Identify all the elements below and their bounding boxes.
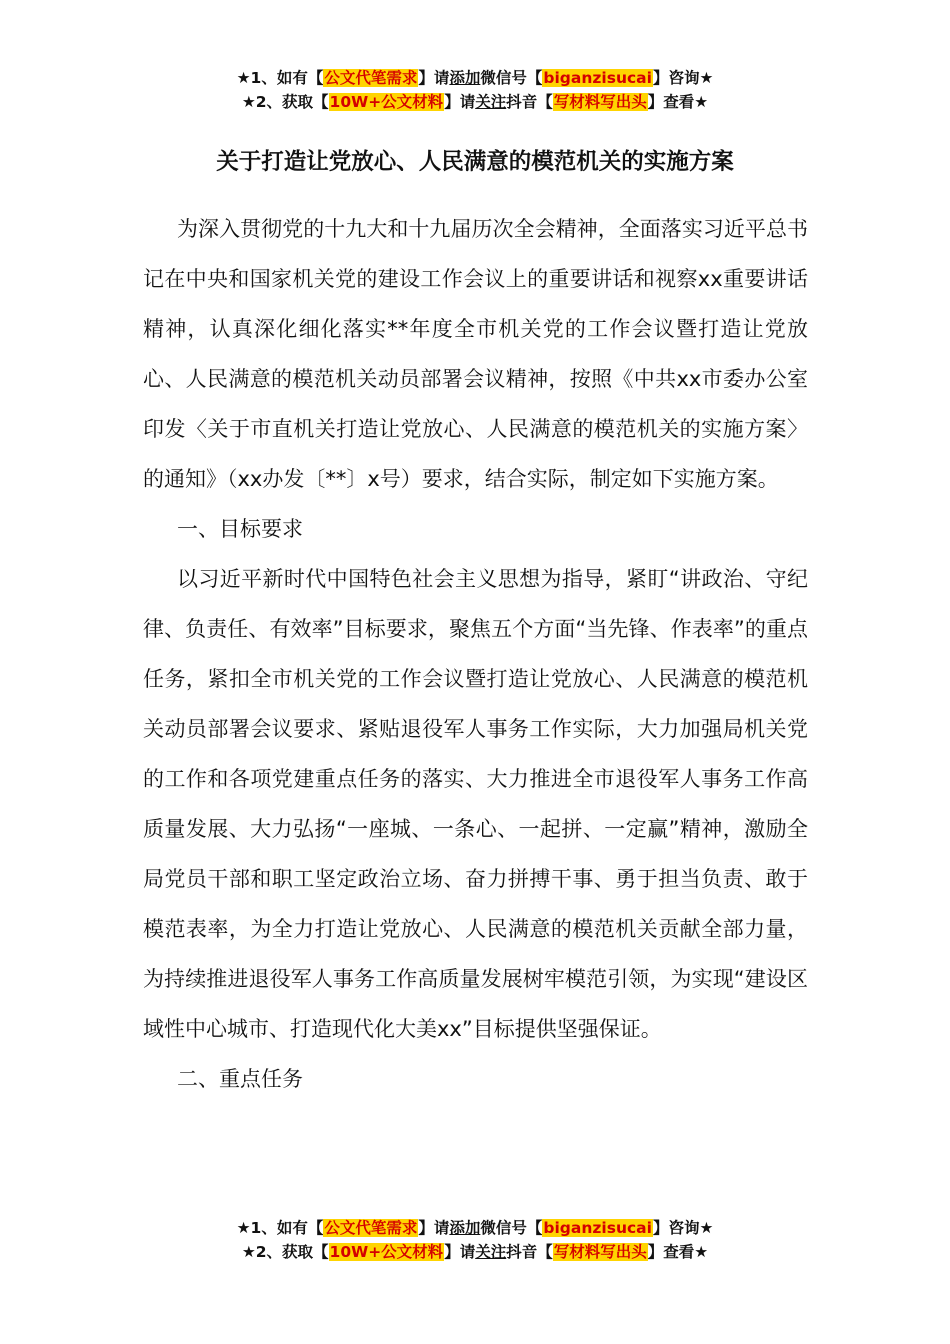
promo-highlight: 公文代笔需求 bbox=[324, 69, 418, 87]
promo-underline: 关注 bbox=[475, 93, 507, 111]
document-title: 关于打造让党放心、人民满意的模范机关的实施方案 bbox=[216, 149, 734, 175]
promo-text: ★2、获取【 bbox=[241, 1243, 329, 1261]
promo-text: 】请 bbox=[444, 1243, 476, 1261]
promo-highlight: 写材料写出头 bbox=[553, 93, 647, 111]
promo-text: 】请 bbox=[418, 1219, 450, 1237]
promo-text: ★2、获取【 bbox=[241, 93, 329, 111]
promo-underline: 关注 bbox=[475, 1243, 507, 1261]
promo-line-2 bbox=[0, 90, 950, 114]
paragraph-intro: 为深入贯彻党的十九大和十九届历次全会精神，全面落实习近平总书记在中央和国家机关党的建设工作会议上的重要讲话和视察xx重要讲话精神，认真深化细化落实**年度全市机关党的工作会议暨打造让党放心、人民满意的模范机关动员部署会议精神，按照《中共xx市委办公室印发〈关于市直机关打造让党放心、人民满意的模范机关的实施方案〉的通知》（xx办发〔**〕x号）要求，结合实际，制定如下实施方案。 bbox=[143, 217, 808, 491]
promo-banner-top bbox=[0, 66, 950, 114]
promo-highlight: biganzisucai bbox=[543, 1219, 652, 1237]
promo-text: 微信号【 bbox=[480, 1219, 543, 1237]
promo-text: 抖音【 bbox=[506, 1243, 553, 1261]
promo-highlight: 10W+公文材料 bbox=[329, 93, 444, 111]
section-heading-1: 一、目标要求 bbox=[177, 517, 303, 541]
promo-highlight: 10W+公文材料 bbox=[329, 1243, 444, 1261]
promo-line-1 bbox=[0, 66, 950, 90]
promo-text: 微信号【 bbox=[480, 69, 543, 87]
promo-line-1 bbox=[0, 1216, 950, 1240]
document-body bbox=[143, 204, 808, 1104]
promo-line-2 bbox=[0, 1240, 950, 1264]
promo-highlight: biganzisucai bbox=[543, 69, 652, 87]
promo-text: 抖音【 bbox=[506, 93, 553, 111]
promo-highlight: 公文代笔需求 bbox=[324, 1219, 418, 1237]
promo-text: 】请 bbox=[418, 69, 450, 87]
promo-text: ★1、如有【 bbox=[236, 1219, 324, 1237]
promo-text: 】请 bbox=[444, 93, 476, 111]
promo-banner-bottom bbox=[0, 1216, 950, 1264]
section-heading-2: 二、重点任务 bbox=[177, 1067, 303, 1091]
promo-text: 】咨询★ bbox=[652, 1219, 714, 1237]
promo-text: 】咨询★ bbox=[652, 69, 714, 87]
promo-text: 】查看★ bbox=[647, 93, 709, 111]
promo-underline: 添加 bbox=[449, 69, 481, 87]
promo-highlight: 写材料写出头 bbox=[553, 1243, 647, 1261]
promo-text: ★1、如有【 bbox=[236, 69, 324, 87]
promo-text: 】查看★ bbox=[647, 1243, 709, 1261]
promo-underline: 添加 bbox=[449, 1219, 481, 1237]
paragraph-goals: 以习近平新时代中国特色社会主义思想为指导，紧盯“讲政治、守纪律、负责任、有效率”目标要求，聚焦五个方面“当先锋、作表率”的重点任务，紧扣全市机关党的工作会议暨打造让党放心、人民满意的模范机关动员部署会议要求、紧贴退役军人事务工作实际，大力加强局机关党的工作和各项党建重点任务的落实、大力推进全市退役军人事务工作高质量发展、大力弘扬“一座城、一条心、一起拼、一定赢”精神，激励全局党员干部和职工坚定政治立场、奋力拼搏干事、勇于担当负责、敢于模范表率，为全力打造让党放心、人民满意的模范机关贡献全部力量，为持续推进退役军人事务工作高质量发展树牢模范引领，为实现“建设区域性中心城市、打造现代化大美xx”目标提供坚强保证。 bbox=[143, 567, 808, 1041]
